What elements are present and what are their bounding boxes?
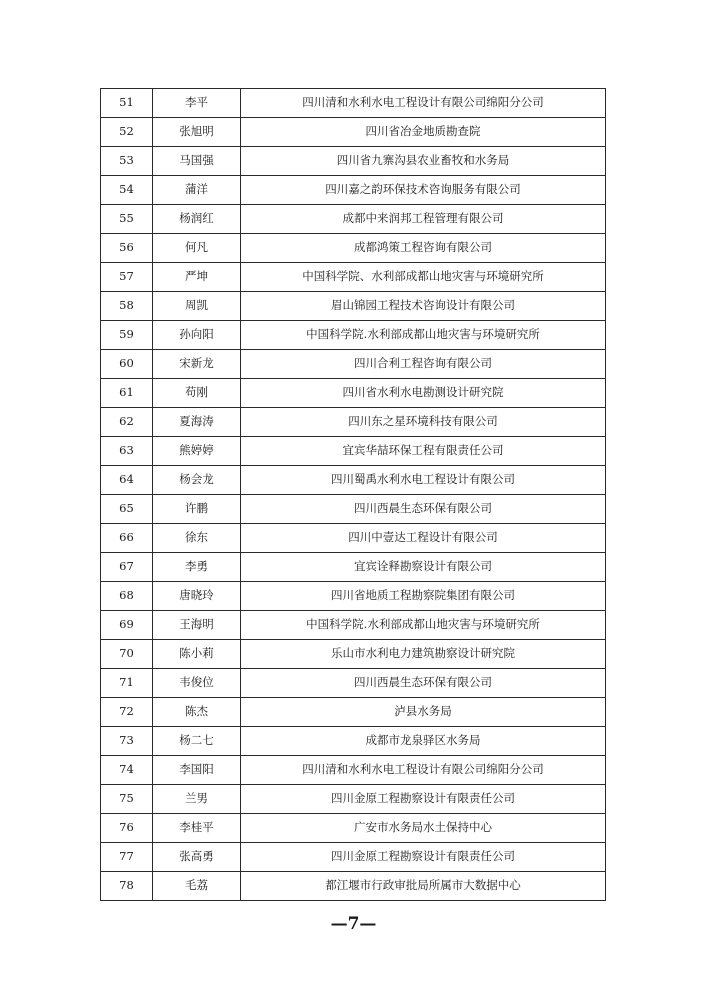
row-number-cell: 62: [101, 408, 153, 437]
row-number-cell: 72: [101, 698, 153, 727]
table-row: [101, 524, 606, 553]
person-name-cell: 何凡: [153, 234, 241, 263]
person-name-cell: 韦俊位: [153, 669, 241, 698]
organization-cell: 四川金原工程勘察设计有限责任公司: [241, 843, 606, 872]
table-row: [101, 379, 606, 408]
organization-cell: 四川金原工程勘察设计有限责任公司: [241, 785, 606, 814]
person-name-cell: 宋新龙: [153, 350, 241, 379]
person-name-cell: 杨会龙: [153, 466, 241, 495]
organization-cell: 宜宾诠释勘察设计有限公司: [241, 553, 606, 582]
person-name-cell: 李平: [153, 89, 241, 118]
row-number-cell: 71: [101, 669, 153, 698]
row-number-cell: 55: [101, 205, 153, 234]
organization-cell: 四川合利工程咨询有限公司: [241, 350, 606, 379]
organization-cell: 中国科学院.水利部成都山地灾害与环境研究所: [241, 321, 606, 350]
table-row: [101, 872, 606, 901]
row-number-cell: 51: [101, 89, 153, 118]
person-name-cell: 杨润红: [153, 205, 241, 234]
organization-cell: 四川省冶金地质勘查院: [241, 118, 606, 147]
organization-cell: 四川西晨生态环保有限公司: [241, 669, 606, 698]
row-number-cell: 53: [101, 147, 153, 176]
organization-cell: 成都市龙泉驿区水务局: [241, 727, 606, 756]
person-name-cell: 王海明: [153, 611, 241, 640]
person-name-cell: 杨二七: [153, 727, 241, 756]
organization-cell: 四川省水利水电勘测设计研究院: [241, 379, 606, 408]
person-name-cell: 毛荔: [153, 872, 241, 901]
organization-cell: 乐山市水利电力建筑勘察设计研究院: [241, 640, 606, 669]
person-name-cell: 李勇: [153, 553, 241, 582]
page-number: —7—: [330, 914, 377, 934]
organization-cell: 中国科学院、水利部成都山地灾害与环境研究所: [241, 263, 606, 292]
table-row: [101, 582, 606, 611]
row-number-cell: 60: [101, 350, 153, 379]
organization-cell: 四川中壹达工程设计有限公司: [241, 524, 606, 553]
person-name-cell: 陈小莉: [153, 640, 241, 669]
row-number-cell: 59: [101, 321, 153, 350]
table-row: [101, 843, 606, 872]
person-name-cell: 严坤: [153, 263, 241, 292]
row-number-cell: 73: [101, 727, 153, 756]
row-number-cell: 52: [101, 118, 153, 147]
row-number-cell: 65: [101, 495, 153, 524]
person-name-cell: 张高勇: [153, 843, 241, 872]
row-number-cell: 56: [101, 234, 153, 263]
person-name-cell: 蒲洋: [153, 176, 241, 205]
row-number-cell: 68: [101, 582, 153, 611]
table-row: [101, 263, 606, 292]
person-name-cell: 兰男: [153, 785, 241, 814]
organization-cell: 中国科学院.水利部成都山地灾害与环境研究所: [241, 611, 606, 640]
organization-cell: 四川西晨生态环保有限公司: [241, 495, 606, 524]
table-row: [101, 205, 606, 234]
row-number-cell: 77: [101, 843, 153, 872]
person-name-cell: 周凯: [153, 292, 241, 321]
table-row: [101, 553, 606, 582]
row-number-cell: 61: [101, 379, 153, 408]
table-row: [101, 321, 606, 350]
row-number-cell: 74: [101, 756, 153, 785]
row-number-cell: 58: [101, 292, 153, 321]
person-name-cell: 李桂平: [153, 814, 241, 843]
organization-cell: 四川蜀禹水利水电工程设计有限公司: [241, 466, 606, 495]
organization-cell: 四川清和水利水电工程设计有限公司绵阳分公司: [241, 756, 606, 785]
row-number-cell: 66: [101, 524, 153, 553]
table-row: [101, 785, 606, 814]
table-row: [101, 698, 606, 727]
person-name-cell: 熊婷婷: [153, 437, 241, 466]
person-name-cell: 唐晓玲: [153, 582, 241, 611]
person-name-cell: 夏海涛: [153, 408, 241, 437]
table-row: [101, 118, 606, 147]
row-number-cell: 78: [101, 872, 153, 901]
table-row: [101, 669, 606, 698]
table-row: [101, 495, 606, 524]
personnel-table: [100, 88, 606, 901]
row-number-cell: 63: [101, 437, 153, 466]
organization-cell: 广安市水务局水土保持中心: [241, 814, 606, 843]
table-row: [101, 234, 606, 263]
person-name-cell: 陈杰: [153, 698, 241, 727]
row-number-cell: 75: [101, 785, 153, 814]
organization-cell: 四川省地质工程勘察院集团有限公司: [241, 582, 606, 611]
table-row: [101, 176, 606, 205]
person-name-cell: 徐东: [153, 524, 241, 553]
table-row: [101, 466, 606, 495]
table-row: [101, 727, 606, 756]
person-name-cell: 马国强: [153, 147, 241, 176]
organization-cell: 四川东之星环境科技有限公司: [241, 408, 606, 437]
organization-cell: 四川省九寨沟县农业畜牧和水务局: [241, 147, 606, 176]
organization-cell: 都江堰市行政审批局所属市大数据中心: [241, 872, 606, 901]
table-row: [101, 814, 606, 843]
organization-cell: 成都中来润邦工程管理有限公司: [241, 205, 606, 234]
table-row: [101, 437, 606, 466]
person-name-cell: 孙向阳: [153, 321, 241, 350]
organization-cell: 泸县水务局: [241, 698, 606, 727]
row-number-cell: 70: [101, 640, 153, 669]
row-number-cell: 54: [101, 176, 153, 205]
table-row: [101, 147, 606, 176]
person-name-cell: 张旭明: [153, 118, 241, 147]
table-row: [101, 640, 606, 669]
table-row: [101, 89, 606, 118]
table-row: [101, 350, 606, 379]
table-row: [101, 756, 606, 785]
row-number-cell: 69: [101, 611, 153, 640]
organization-cell: 宜宾华喆环保工程有限责任公司: [241, 437, 606, 466]
table-row: [101, 292, 606, 321]
row-number-cell: 64: [101, 466, 153, 495]
row-number-cell: 57: [101, 263, 153, 292]
row-number-cell: 76: [101, 814, 153, 843]
organization-cell: 眉山锦园工程技术咨询设计有限公司: [241, 292, 606, 321]
table-row: [101, 408, 606, 437]
person-name-cell: 李国阳: [153, 756, 241, 785]
personnel-table-body: [101, 89, 606, 901]
person-name-cell: 苟刚: [153, 379, 241, 408]
organization-cell: 四川嘉之韵环保技术咨询服务有限公司: [241, 176, 606, 205]
row-number-cell: 67: [101, 553, 153, 582]
person-name-cell: 许鹏: [153, 495, 241, 524]
table-row: [101, 611, 606, 640]
organization-cell: 四川清和水利水电工程设计有限公司绵阳分公司: [241, 89, 606, 118]
organization-cell: 成都鸿策工程咨询有限公司: [241, 234, 606, 263]
